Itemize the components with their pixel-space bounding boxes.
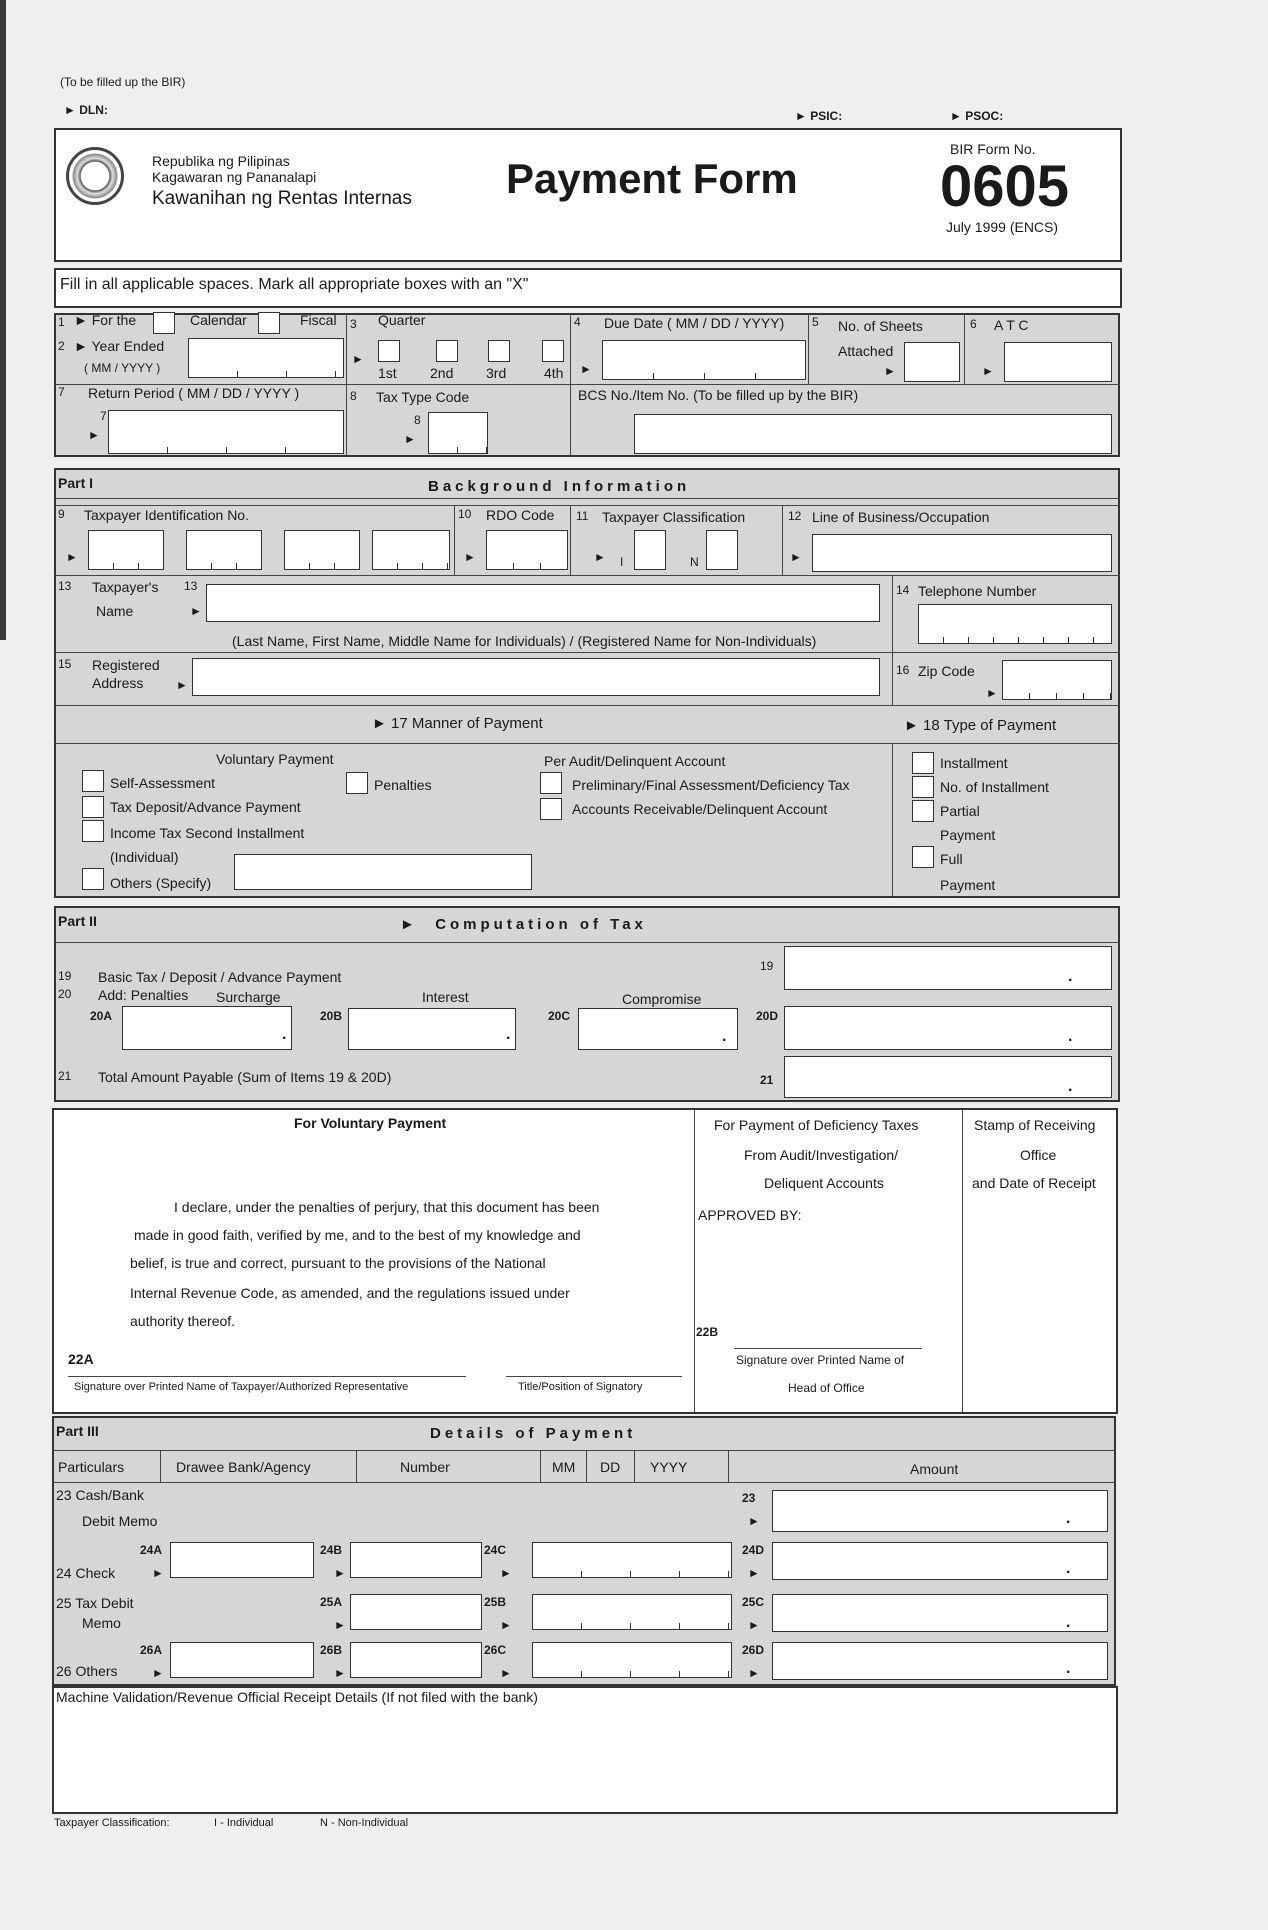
tax-debit-amount-input[interactable]: [772, 1594, 1108, 1632]
form-label: BIR Form No.: [950, 141, 1036, 157]
return-period-input[interactable]: [108, 410, 344, 454]
rdo-input[interactable]: [486, 530, 568, 570]
type-of-payment-label: ► 18 Type of Payment: [904, 717, 1057, 734]
return-period-label: Return Period ( MM / DD / YYYY ): [88, 385, 300, 401]
taxpayer-name-input[interactable]: [206, 584, 880, 622]
part1-title: Background Information: [428, 478, 691, 495]
tin-input-3[interactable]: [284, 530, 360, 570]
line-of-business-input[interactable]: [812, 534, 1112, 572]
part2-title: ► Computation of Tax: [400, 916, 647, 933]
tin-label: Taxpayer Identification No.: [84, 507, 249, 523]
tax-type-input[interactable]: [428, 412, 488, 454]
due-date-label: Due Date ( MM / DD / YYYY): [604, 315, 785, 331]
preliminary-assessment-checkbox[interactable]: [540, 772, 562, 794]
bcs-input[interactable]: [634, 414, 1112, 454]
basic-tax-input[interactable]: [784, 946, 1112, 990]
atc-input[interactable]: [1004, 342, 1112, 382]
voluntary-payment-title: For Voluntary Payment: [294, 1115, 447, 1131]
taxpayer-name-hint: (Last Name, First Name, Middle Name for Individuals) / (Registered Name for Non-Individuals): [232, 633, 817, 649]
footer-classification: Taxpayer Classification:: [54, 1817, 170, 1829]
agency-line-1: Republika ng Pilipinas: [152, 153, 290, 169]
tax-debit-date-input[interactable]: [532, 1594, 732, 1630]
line-of-business-label: Line of Business/Occupation: [812, 509, 990, 525]
tax-debit-number-input[interactable]: [350, 1594, 482, 1630]
classification-label: Taxpayer Classification: [602, 509, 746, 525]
check-number-input[interactable]: [350, 1542, 482, 1578]
scan-edge: [0, 0, 6, 640]
quarter-2nd-checkbox[interactable]: [436, 340, 458, 362]
others-amount-input[interactable]: [772, 1642, 1108, 1680]
title-position-label: Title/Position of Signatory: [518, 1381, 643, 1393]
cash-amount-input[interactable]: [772, 1490, 1108, 1532]
psoc-label: ► PSOC:: [950, 109, 1004, 123]
penalties-checkbox[interactable]: [346, 772, 368, 794]
year-ended-label: ► Year Ended: [74, 338, 165, 354]
check-amount-input[interactable]: [772, 1542, 1108, 1580]
quarter-label: Quarter: [378, 312, 426, 328]
partial-payment-checkbox[interactable]: [912, 800, 934, 822]
psic-label: ► PSIC:: [795, 109, 843, 123]
footer-non-individual: N - Non-Individual: [320, 1817, 409, 1829]
part1-label: Part I: [58, 475, 94, 491]
tax-type-label: Tax Type Code: [376, 389, 470, 405]
total-penalties-input[interactable]: [784, 1006, 1112, 1050]
no-of-installment-checkbox[interactable]: [912, 776, 934, 798]
machine-validation-label: Machine Validation/Revenue Official Receipt Details (If not filed with the bank): [56, 1689, 538, 1705]
others-specify-input[interactable]: [234, 854, 532, 890]
due-date-input[interactable]: [602, 340, 806, 380]
others-number-input[interactable]: [350, 1642, 482, 1678]
others-specify-checkbox[interactable]: [82, 868, 104, 890]
machine-validation-box: [52, 1686, 1118, 1814]
check-date-input[interactable]: [532, 1542, 732, 1578]
bir-seal-icon: [66, 147, 124, 205]
tin-input-1[interactable]: [88, 530, 164, 570]
total-payable-input[interactable]: [784, 1056, 1112, 1098]
check-bank-input[interactable]: [170, 1542, 314, 1578]
telephone-label: Telephone Number: [918, 583, 1037, 599]
interest-input[interactable]: [348, 1008, 516, 1050]
footer-individual: I - Individual: [214, 1817, 274, 1829]
others-bank-input[interactable]: [170, 1642, 314, 1678]
registered-address-input[interactable]: [192, 658, 880, 696]
telephone-input[interactable]: [918, 604, 1112, 644]
agency-line-3: Kawanihan ng Rentas Internas: [152, 188, 412, 209]
atc-label: A T C: [994, 317, 1029, 333]
basic-tax-label: Basic Tax / Deposit / Advance Payment: [98, 969, 342, 985]
for-the-label: ► For the: [74, 312, 137, 328]
part3-title: Details of Payment: [430, 1425, 637, 1442]
quarter-3rd-checkbox[interactable]: [488, 340, 510, 362]
others-date-input[interactable]: [532, 1642, 732, 1678]
year-ended-input[interactable]: [188, 338, 344, 378]
zip-label: Zip Code: [918, 663, 975, 679]
agency-line-2: Kagawaran ng Pananalapi: [152, 169, 317, 185]
tin-input-2[interactable]: [186, 530, 262, 570]
form-date: July 1999 (ENCS): [946, 219, 1059, 235]
instruction-text: Fill in all applicable spaces. Mark all appropriate boxes with an "X": [60, 276, 529, 293]
calendar-checkbox[interactable]: [153, 312, 175, 334]
zip-input[interactable]: [1002, 660, 1112, 700]
form-number: 0605: [940, 154, 1070, 219]
class-nonindividual-checkbox[interactable]: [706, 530, 738, 570]
total-payable-label: Total Amount Payable (Sum of Items 19 & 20D): [98, 1069, 392, 1085]
form-title: Payment Form: [506, 155, 798, 202]
installment-checkbox[interactable]: [912, 752, 934, 774]
bcs-label: BCS No./Item No. (To be filled up by the BIR): [578, 387, 859, 403]
approved-by-label: APPROVED BY:: [698, 1207, 802, 1223]
dln-label: ► DLN:: [64, 103, 108, 117]
tax-deposit-checkbox[interactable]: [82, 796, 104, 818]
part2-label: Part II: [58, 913, 97, 929]
sheets-attached-input[interactable]: [904, 342, 960, 382]
manner-of-payment-label: ► 17 Manner of Payment: [372, 715, 543, 732]
tin-input-4[interactable]: [372, 530, 450, 570]
signature-taxpayer-label: Signature over Printed Name of Taxpayer/Authorized Representative: [74, 1381, 409, 1393]
class-individual-checkbox[interactable]: [634, 530, 666, 570]
fiscal-checkbox[interactable]: [258, 312, 280, 334]
quarter-1st-checkbox[interactable]: [378, 340, 400, 362]
full-payment-checkbox[interactable]: [912, 846, 934, 868]
surcharge-input[interactable]: [122, 1006, 292, 1050]
bir-note: (To be filled up the BIR): [60, 75, 186, 89]
quarter-4th-checkbox[interactable]: [542, 340, 564, 362]
part3-label: Part III: [56, 1423, 99, 1439]
rdo-label: RDO Code: [486, 507, 555, 523]
compromise-input[interactable]: [578, 1008, 738, 1050]
self-assessment-checkbox[interactable]: [82, 770, 104, 792]
accounts-receivable-checkbox[interactable]: [540, 798, 562, 820]
income-tax-installment-checkbox[interactable]: [82, 820, 104, 842]
